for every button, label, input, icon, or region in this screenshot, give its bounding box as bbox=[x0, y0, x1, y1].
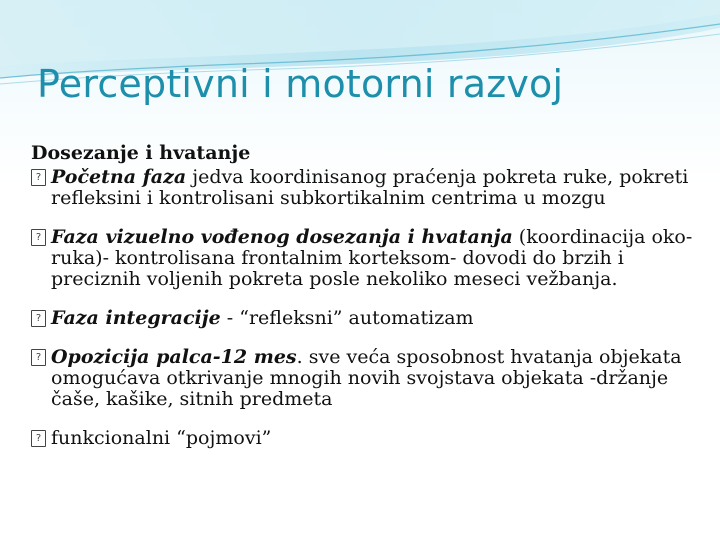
bullet-text: . sve veća sposobnost hvatanja objekata omogućava otkrivanje mnogih novih svojstava objekata -držanje čaše, kašike, sitnih predmeta bbox=[51, 346, 682, 410]
bullet-glyph-icon: ? bbox=[31, 430, 46, 447]
bullet-emphasis: Faza vizuelno vođenog dosezanja i hvatanja bbox=[51, 226, 513, 248]
slide-content bbox=[31, 142, 701, 449]
bullet-glyph-icon: ? bbox=[31, 349, 46, 366]
bullet-item bbox=[31, 308, 701, 329]
bullet-glyph-icon: ? bbox=[31, 169, 46, 186]
slide-subtitle: Dosezanje i hvatanje bbox=[31, 142, 251, 164]
bullet-text: - “refleksni” automatizam bbox=[220, 307, 474, 329]
bullet-emphasis: Opozicija palca-12 mes bbox=[51, 346, 297, 368]
bullet-item bbox=[31, 428, 701, 449]
bullet-item bbox=[31, 347, 701, 410]
bullet-emphasis: Početna faza bbox=[51, 166, 187, 188]
bullet-item bbox=[31, 167, 701, 209]
bullet-text: jedva koordinisanog praćenja pokreta ruke, pokreti refleksini i kontrolisani subkortikalnim centrima u mozgu bbox=[51, 166, 689, 209]
bullet-glyph-icon: ? bbox=[31, 229, 46, 246]
bullet-item bbox=[31, 227, 701, 290]
bullet-emphasis: Faza integracije bbox=[51, 307, 221, 329]
bullet-text: (koordinacija oko-ruka)- kontrolisana frontalnim korteksom- dovodi do brzih i preciznih voljenih pokreta posle nekoliko meseci vežbanja. bbox=[51, 226, 693, 290]
slide-title: Perceptivni i motorni razvoj bbox=[37, 62, 564, 106]
bullet-glyph-icon: ? bbox=[31, 310, 46, 327]
bullet-text: funkcionalni “pojmovi” bbox=[51, 427, 272, 449]
